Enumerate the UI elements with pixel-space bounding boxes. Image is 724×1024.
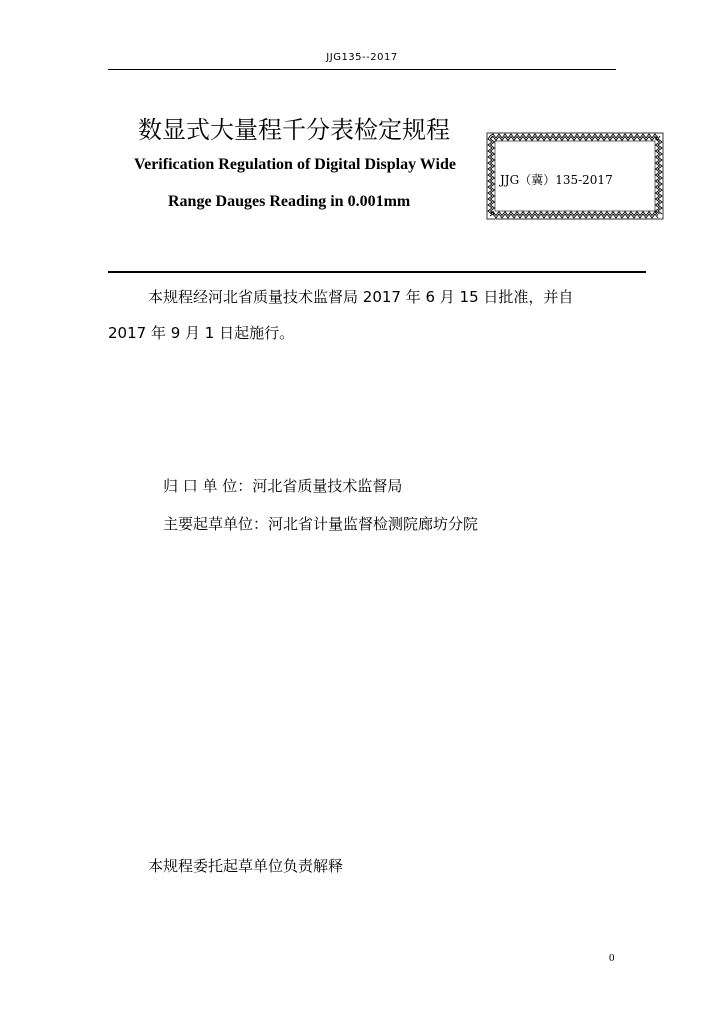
page-number: 0 <box>609 952 615 964</box>
running-header: JJG135--2017 <box>326 52 398 63</box>
drafting-unit-value: 河北省计量监督检测院廊坊分院 <box>268 515 479 533</box>
document-title-english-line2: Range Dauges Reading in 0.001mm <box>168 193 411 210</box>
header-divider <box>108 69 616 70</box>
document-title-chinese: 数显式大量程千分表检定规程 <box>138 116 450 144</box>
drafting-unit-row <box>163 513 478 534</box>
document-title-english-line1: Verification Regulation of Digital Display Wide <box>134 156 456 173</box>
responsible-unit-label: 归 口 单 位： <box>163 477 253 495</box>
drafting-unit-label: 主要起草单位： <box>163 515 269 533</box>
interpretation-note: 本规程委托起草单位负责解释 <box>148 857 344 875</box>
title-divider <box>108 271 646 273</box>
responsible-unit-value: 河北省质量技术监督局 <box>252 477 403 495</box>
responsible-unit-row <box>163 475 402 496</box>
approval-text-line2: 2017 年 9 月 1 日起施行。 <box>108 324 295 342</box>
approval-text-line1: 本规程经河北省质量技术监督局 2017 年 6 月 15 日批准，并自 <box>148 288 574 306</box>
standard-number-stamp: JJG（冀）135-2017 <box>500 173 613 187</box>
